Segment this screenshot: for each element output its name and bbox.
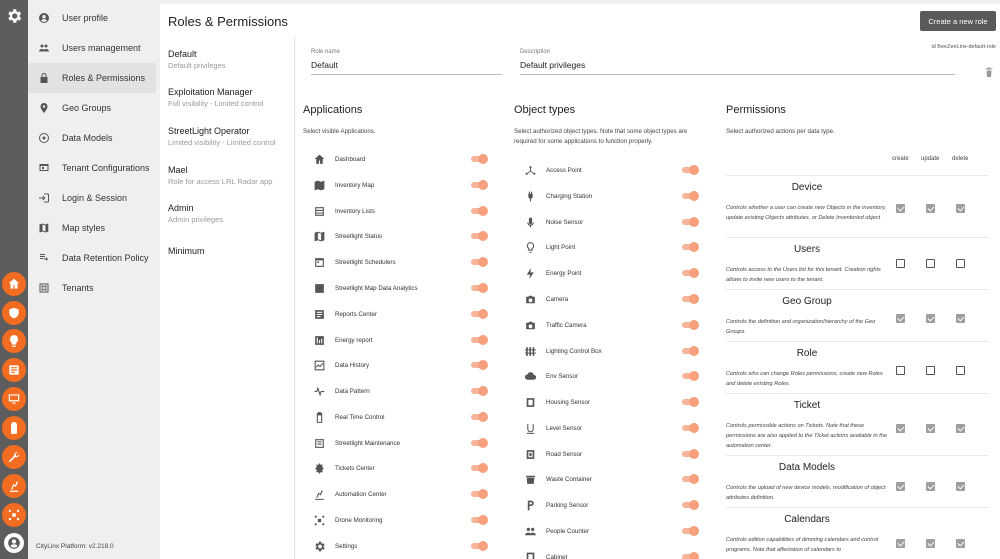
app-row: Reports Center [313, 305, 377, 323]
permission-role [726, 341, 988, 393]
level-sensor-icon [524, 422, 537, 435]
automation-app-icon[interactable] [2, 474, 26, 498]
checkbox-users-delete[interactable] [956, 259, 965, 268]
data-pattern-icon [313, 385, 326, 398]
main-panel [160, 4, 1000, 559]
permission-device [726, 175, 988, 237]
role-name: StreetLight Operator [168, 126, 250, 136]
toggle-traffic-camera[interactable] [680, 320, 700, 330]
map-icon [38, 222, 50, 234]
permission-title: Users [793, 244, 821, 255]
app-row: Data Pattern [313, 382, 370, 400]
permission-col-delete: delete [952, 156, 969, 162]
role-name: Admin [168, 203, 194, 213]
object-row: Light Point [524, 238, 575, 256]
app-row: Settings [313, 537, 357, 555]
permission-col-create: create [892, 156, 909, 162]
nav-item-roles-permissions[interactable] [28, 63, 156, 93]
analytics-icon [313, 282, 326, 295]
object-row: Level Sensor [524, 419, 582, 437]
list-icon [313, 205, 326, 218]
permission-desc: Controls edition capabilities of dimming calendars and control programs. Note that affectation of calendars to [726, 537, 879, 553]
checkbox-data-models-update[interactable] [926, 482, 935, 491]
toggle-cabinet[interactable] [680, 552, 700, 559]
app-row: Inventory Map [313, 176, 374, 194]
permission-desc: Controls access to the Users list for this tenant. Creation rights allows to invite new users to the tenant. [726, 267, 881, 283]
checkbox-ticket-create[interactable] [896, 424, 905, 433]
nav-item-tenants[interactable] [28, 273, 156, 303]
roles-list [160, 37, 294, 559]
object-types-subtitle: Select authorized object types. Note that some object types are required for some applications to function properly. [514, 128, 688, 145]
cabinet-icon [524, 551, 537, 559]
home-icon [313, 153, 326, 166]
toggle-road-sensor[interactable] [680, 449, 700, 459]
app-row: Drone Monitoring [313, 511, 382, 529]
permissions-subtitle: Select authorized actions per data type. [726, 128, 835, 135]
toggle-charging-station[interactable] [680, 191, 700, 201]
nav-item-users-management[interactable] [28, 33, 156, 63]
permission-title: Role [796, 348, 818, 359]
toggle-streetlight-status[interactable] [469, 231, 489, 241]
toggle-lighting-control-box[interactable] [680, 346, 700, 356]
checkbox-role-create[interactable] [896, 366, 905, 375]
checkbox-users-create[interactable] [896, 259, 905, 268]
maintenance-app-icon[interactable] [2, 445, 26, 469]
nav-item-map-styles[interactable] [28, 213, 156, 243]
object-row: Energy Point [524, 264, 581, 282]
battery-app-icon[interactable] [2, 416, 26, 440]
permission-desc: Controls whether a user can create new Objects in the inventory, update existing Objects attributes, or Delete Inventoried object [726, 205, 887, 221]
role-item-mael[interactable] [168, 165, 292, 186]
permission-desc: Controls who can change Roles permissions, create new Roles and delete existing Roles. [726, 371, 883, 387]
toggle-light-point[interactable] [680, 242, 700, 252]
platform-version: CityLinx Platform: v2.218.0 [36, 543, 114, 550]
user-circle-icon [38, 12, 50, 24]
toggle-level-sensor[interactable] [680, 423, 700, 433]
object-row: Road Sensor [524, 445, 582, 463]
checkbox-role-delete[interactable] [956, 366, 965, 375]
checkbox-device-delete[interactable] [956, 204, 965, 213]
nav-item-geo-groups[interactable] [28, 93, 156, 123]
role-desc: Role for access LRL Radar app [168, 177, 273, 186]
map-pin-icon [38, 102, 50, 114]
ticket-icon [313, 462, 326, 475]
tenant-config-icon [38, 162, 50, 174]
lightbulb-icon [524, 241, 537, 254]
toggle-streetlight-schedulers[interactable] [469, 257, 489, 267]
role-item-minimum[interactable] [168, 246, 292, 256]
permission-title: Data Models [778, 462, 836, 473]
checkbox-role-update[interactable] [926, 366, 935, 375]
app-row: Streetlight Schedulers [313, 253, 396, 271]
access-point-icon [524, 164, 537, 177]
role-desc: Default privileges [168, 61, 226, 70]
permission-users [726, 237, 988, 289]
cloud-icon [524, 370, 537, 383]
settings-nav [28, 0, 159, 559]
checkbox-device-update[interactable] [926, 204, 935, 213]
object-row: Cabinet [524, 548, 567, 559]
toggle-energy-point[interactable] [680, 268, 700, 278]
data-history-icon [313, 359, 326, 372]
create-role-button[interactable]: Create a new role [920, 11, 996, 31]
inventory-map-icon [313, 179, 326, 192]
role-item-exploitation-manager[interactable] [168, 87, 292, 108]
app-row: Tickets Center [313, 459, 375, 477]
role-desc: Admin privileges [168, 215, 224, 224]
checkbox-calendars-create[interactable] [896, 539, 905, 548]
toggle-energy-report[interactable] [469, 335, 489, 345]
nav-item-tenant-configurations[interactable] [28, 153, 156, 183]
checkbox-geo-group-update[interactable] [926, 314, 935, 323]
app-rail [0, 0, 28, 559]
object-row: Charging Station [524, 187, 592, 205]
toggle-data-history[interactable] [469, 360, 489, 370]
toggle-env-sensor[interactable] [680, 371, 700, 381]
permission-ticket [726, 393, 988, 455]
nav-item-label: Data Models [62, 133, 113, 143]
settings-icon [313, 540, 326, 553]
toggle-automation-center[interactable] [469, 489, 489, 499]
role-name: Mael [168, 165, 188, 175]
app-row: Energy report [313, 331, 373, 349]
toggle-parking-sensor[interactable] [680, 500, 700, 510]
reports-icon [313, 308, 326, 321]
role-name: Minimum [168, 246, 205, 256]
app-row: Inventory Lists [313, 202, 375, 220]
nav-item-label: Map styles [62, 223, 106, 233]
object-row: Env Sensor [524, 367, 578, 385]
nav-item-label: Users management [62, 43, 141, 53]
toggle-camera[interactable] [680, 294, 700, 304]
settings-gear-icon[interactable] [5, 7, 23, 25]
maintenance-icon [313, 437, 326, 450]
checkbox-calendars-delete[interactable] [956, 539, 965, 548]
camera-icon [524, 293, 537, 306]
object-row: Lighting Control Box [524, 342, 602, 360]
permission-desc: Controls permissible actions on Tickets. Note that these permissions are also applied to the Ticket actions available in the automation center. [726, 423, 888, 449]
object-row: Housing Sensor [524, 393, 590, 411]
app-row: Streetlight Map Data Analytics [313, 279, 418, 297]
object-row: People Counter [524, 522, 589, 540]
object-row: Traffic Camera [524, 316, 587, 334]
toggle-data-pattern[interactable] [469, 386, 489, 396]
account-avatar-icon[interactable] [4, 533, 24, 553]
traffic-camera-icon [524, 319, 537, 332]
checkbox-geo-group-delete[interactable] [956, 314, 965, 323]
object-row: Camera [524, 290, 568, 308]
role-name: Default [168, 49, 197, 59]
permission-desc: Controls the upload of new device models, modification of object attributes definition. [726, 485, 886, 501]
status-map-icon [313, 230, 326, 243]
role-desc: Limited visibility - Limited control [168, 138, 276, 147]
toggle-noise-sensor[interactable] [680, 217, 700, 227]
permission-title: Geo Group [782, 296, 832, 307]
charging-station-icon [524, 190, 537, 203]
users-icon [38, 42, 50, 54]
drone-app-icon[interactable] [2, 503, 26, 527]
toggle-access-point[interactable] [680, 165, 700, 175]
nav-item-label: User profile [62, 13, 109, 23]
monitor-app-icon[interactable] [2, 387, 26, 411]
delete-role-icon[interactable] [985, 64, 993, 74]
checkbox-users-update[interactable] [926, 259, 935, 268]
permission-col-update: update [921, 156, 940, 162]
login-icon [38, 192, 50, 204]
nav-item-login-session[interactable] [28, 183, 156, 213]
drone-icon [313, 514, 326, 527]
permissions-title: Permissions [726, 104, 786, 116]
nav-item-data-models[interactable] [28, 123, 156, 153]
app-row: Real Time Control [313, 408, 385, 426]
checkbox-device-create[interactable] [896, 204, 905, 213]
energy-bolt-icon [524, 267, 537, 280]
toggle-streetlight-map-analytics[interactable] [469, 283, 489, 293]
microphone-icon [524, 216, 537, 229]
nav-item-label: Tenants [62, 283, 94, 293]
app-row: Streetlight Maintenance [313, 434, 400, 452]
checkbox-data-models-delete[interactable] [956, 482, 965, 491]
object-row: Access Point [524, 161, 582, 179]
toggle-settings[interactable] [469, 541, 489, 551]
role-item-admin[interactable] [168, 203, 292, 224]
role-name-input[interactable]: Default [311, 60, 502, 75]
role-name-label: Role name [311, 49, 341, 55]
nav-item-label: Data Retention Policy [62, 253, 149, 263]
object-types-title: Object types [514, 104, 576, 116]
nav-item-label: Login & Session [62, 193, 128, 203]
toggle-tickets-center[interactable] [469, 463, 489, 473]
inventory-map-app-icon[interactable] [2, 301, 26, 325]
energy-report-icon [313, 334, 326, 347]
role-name: Exploitation Manager [168, 87, 253, 97]
object-row: Noise Sensor [524, 213, 583, 231]
data-models-icon [38, 132, 50, 144]
toggle-streetlight-maintenance[interactable] [469, 438, 489, 448]
retention-icon [38, 252, 50, 264]
permission-title: Ticket [793, 400, 821, 411]
nav-item-user-profile[interactable] [28, 3, 156, 33]
app-row: Automation Center [313, 485, 387, 503]
role-item-default[interactable] [168, 49, 292, 70]
scheduler-icon [313, 256, 326, 269]
toggle-dashboard[interactable] [469, 154, 489, 164]
toggle-drone-monitoring[interactable] [469, 515, 489, 525]
permission-calendars [726, 507, 988, 559]
permission-data-models [726, 455, 988, 507]
toggle-waste-container[interactable] [680, 474, 700, 484]
object-row: Parking Sensor [524, 496, 588, 514]
nav-item-data-retention-policy[interactable] [28, 243, 156, 273]
role-editor [294, 37, 1000, 559]
lock-icon [38, 72, 50, 84]
nav-item-label: Roles & Permissions [62, 73, 146, 83]
permission-geo-group [726, 289, 988, 341]
permission-title: Calendars [784, 514, 830, 525]
waste-container-icon [524, 473, 537, 486]
description-label: Description [520, 49, 551, 55]
reports-app-icon[interactable] [2, 358, 26, 382]
road-sensor-icon [524, 448, 537, 461]
page-title: Roles & Permissions [168, 14, 288, 29]
object-row: Waste Container [524, 470, 592, 488]
housing-sensor-icon [524, 396, 537, 409]
control-box-icon [524, 345, 537, 358]
checkbox-calendars-update[interactable] [926, 539, 935, 548]
role-id: id BeeZeeLinx-default-role [931, 44, 996, 50]
permission-title: Device [791, 182, 823, 193]
real-time-icon [313, 411, 326, 424]
permission-desc: Controls the definition and organization/hierarchy of the Geo Groups. [726, 319, 876, 335]
role-item-streetlight-operator[interactable] [168, 126, 292, 147]
streetlight-app-icon[interactable] [2, 329, 26, 353]
tenants-icon [38, 282, 50, 294]
role-desc: Full visibility - Limited control [168, 99, 264, 108]
toggle-reports-center[interactable] [469, 309, 489, 319]
nav-item-label: Geo Groups [62, 103, 112, 113]
toggle-housing-sensor[interactable] [680, 397, 700, 407]
dashboard-app-icon[interactable] [2, 272, 26, 296]
description-input[interactable]: Default privileges [520, 60, 955, 75]
app-row: Dashboard [313, 150, 365, 168]
nav-item-label: Tenant Configurations [62, 163, 150, 173]
toggle-inventory-lists[interactable] [469, 206, 489, 216]
applications-subtitle: Select visible Applications. [303, 128, 376, 135]
app-row: Streetlight Status [313, 227, 382, 245]
checkbox-data-models-create[interactable] [896, 482, 905, 491]
checkbox-geo-group-create[interactable] [896, 314, 905, 323]
parking-icon [524, 499, 537, 512]
toggle-real-time-control[interactable] [469, 412, 489, 422]
people-counter-icon [524, 525, 537, 538]
app-row: Data History [313, 356, 369, 374]
applications-title: Applications [303, 104, 363, 116]
checkbox-ticket-update[interactable] [926, 424, 935, 433]
checkbox-ticket-delete[interactable] [956, 424, 965, 433]
toggle-inventory-map[interactable] [469, 180, 489, 190]
toggle-people-counter[interactable] [680, 526, 700, 536]
automation-icon [313, 488, 326, 501]
